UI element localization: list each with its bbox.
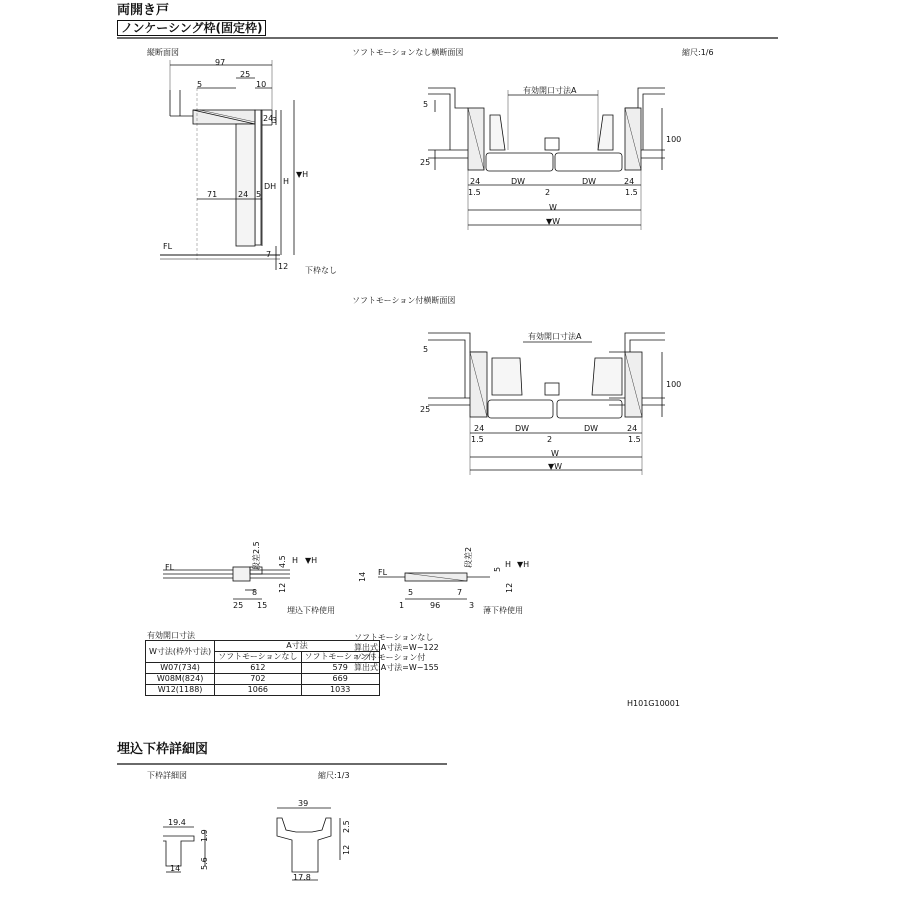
dim-24-vs: 24 <box>238 190 249 199</box>
dim-5-vs: 5 <box>197 80 203 89</box>
dim-5-p1: 5 <box>423 100 429 109</box>
dim-100-p1: 100 <box>666 135 682 144</box>
dim-12-bs: 12 <box>278 582 287 593</box>
table-cell: 612 <box>215 663 301 674</box>
dim-24-p1-right: 24 <box>624 177 635 186</box>
dim-25-vs: 25 <box>240 70 251 79</box>
step-2-label: 段差2 <box>464 546 473 568</box>
dim-vW-p1: ▼W <box>546 217 561 226</box>
dim-W-p1: W <box>549 203 557 212</box>
dim-8-bs: 8 <box>252 588 258 597</box>
table-cell: W07(734) <box>146 663 215 674</box>
dim-2-p1: 2 <box>545 188 551 197</box>
dim-vH-vs: ▼H <box>296 170 309 179</box>
dim-vH-ts: ▼H <box>517 560 530 569</box>
dim-24-p1-left: 24 <box>470 177 481 186</box>
table-header-soft: ソフトモーション付 <box>301 652 379 663</box>
vertical-section-label: 縦断面図 <box>147 48 179 57</box>
table-header-a: A寸法 <box>215 641 380 652</box>
dim-dw-p2-right: DW <box>584 424 599 433</box>
dim-1-5-p2-left: 1.5 <box>471 435 484 444</box>
table-row <box>146 674 380 685</box>
plan-soft-label: ソフトモーション付横断面図 <box>352 296 456 305</box>
dim-14-detail: 14 <box>170 864 181 873</box>
section2-title: 埋込下枠詳細図 <box>117 742 209 757</box>
table-header-no-soft: ソフトモーションなし <box>215 652 301 663</box>
dim-25-p1: 25 <box>420 158 431 167</box>
dim-97: 97 <box>215 58 226 67</box>
dim-2-5: 2.5 <box>342 820 351 833</box>
dim-DH: DH <box>264 182 277 191</box>
thin-sill-drawing <box>378 573 490 599</box>
dim-25-bs: 25 <box>233 601 244 610</box>
vertical-section-drawing <box>160 60 294 270</box>
dim-14-ts: 14 <box>358 571 367 582</box>
dim-5-ts-right: 5 <box>493 566 502 572</box>
table-cell: W08M(824) <box>146 674 215 685</box>
dim-5-vs-mid: 5 <box>256 190 262 199</box>
table-title: 有効開口寸法 <box>147 631 195 640</box>
dim-24-p2-right: 24 <box>627 424 638 433</box>
dim-4-5-bs: 4.5 <box>278 555 287 568</box>
dim-25-p2: 25 <box>420 405 431 414</box>
dim-1-5-p1-right: 1.5 <box>625 188 638 197</box>
dim-1-5-p2-right: 1.5 <box>628 435 641 444</box>
dim-H-vs: H <box>283 177 290 186</box>
dim-1-5-p1-left: 1.5 <box>468 188 481 197</box>
dim-96-ts: 96 <box>430 601 441 610</box>
dim-12-detail: 12 <box>342 844 351 855</box>
plan-no-soft-label: ソフトモーションなし横断面図 <box>352 48 464 57</box>
dim-17-8: 17.8 <box>293 873 311 882</box>
dim-H-bs: H <box>292 556 299 565</box>
table-cell: 1033 <box>301 685 379 696</box>
scale-top-label: 縮尺:1/6 <box>682 48 714 57</box>
dim-1-9: 1.9 <box>200 829 209 842</box>
dim-15-bs: 15 <box>257 601 268 610</box>
dim-2-p2: 2 <box>547 435 553 444</box>
scale-bottom-label: 縮尺:1/3 <box>318 771 350 780</box>
opening-a-label-2: 有効開口寸法A <box>528 332 582 341</box>
page-title: 両開き戸 <box>117 3 170 18</box>
dim-vW-p2: ▼W <box>548 462 563 471</box>
dim-7-ts: 7 <box>457 588 463 597</box>
dim-24-vs-top: 24 <box>263 114 274 123</box>
dim-12-ts: 12 <box>505 582 514 593</box>
dim-5-ts: 5 <box>408 588 414 597</box>
dim-39: 39 <box>298 799 309 808</box>
dim-7-vs: 7 <box>266 250 272 259</box>
dim-1-ts: 1 <box>399 601 405 610</box>
table-row <box>146 663 380 674</box>
formula-line-3: ソフトモーション付 <box>354 653 426 662</box>
dim-5-6: 5.6 <box>200 857 209 870</box>
dim-vH-bs: ▼H <box>305 556 318 565</box>
fl-label-bs: FL <box>165 563 175 572</box>
dim-100-p2: 100 <box>666 380 682 389</box>
drawing-code: H101G10001 <box>627 699 680 708</box>
dim-71: 71 <box>207 190 218 199</box>
formula-line-2: 算出式:A寸法=W−122 <box>354 643 439 652</box>
table-cell: 669 <box>301 674 379 685</box>
buried-sill-use-label: 埋込下枠使用 <box>287 606 335 615</box>
dim-24-p2-left: 24 <box>474 424 485 433</box>
plan-no-soft-drawing <box>428 88 665 230</box>
fl-label-ts: FL <box>378 568 388 577</box>
table-cell: W12(1188) <box>146 685 215 696</box>
thin-sill-use-label: 薄下枠使用 <box>483 606 523 615</box>
large-sill-profile <box>277 808 340 880</box>
dim-10-vs: 10 <box>256 80 267 89</box>
opening-a-label-1: 有効開口寸法A <box>523 86 577 95</box>
dim-W-p2: W <box>551 449 559 458</box>
table-cell: 702 <box>215 674 301 685</box>
sill-detail-label: 下枠詳細図 <box>147 771 187 780</box>
dim-5-p2: 5 <box>423 345 429 354</box>
dim-dw-p1-left: DW <box>511 177 526 186</box>
fl-label-vs: FL <box>163 242 173 251</box>
dim-3-ts: 3 <box>469 601 475 610</box>
dim-3-vs: 3 <box>272 116 278 125</box>
table-header-w: W寸法(枠外寸法) <box>146 641 215 663</box>
formula-line-1: ソフトモーションなし <box>354 633 434 642</box>
table-cell: 579 <box>301 663 379 674</box>
formula-line-4: 算出式:A寸法=W−155 <box>354 663 439 672</box>
dim-12-vs: 12 <box>278 262 289 271</box>
dim-19-4: 19.4 <box>168 818 186 827</box>
buried-sill-drawing <box>163 567 290 599</box>
no-sill-label: 下枠なし <box>305 266 337 275</box>
dim-H-ts: H <box>505 560 512 569</box>
plan-soft-drawing <box>428 333 665 475</box>
dim-dw-p2-left: DW <box>515 424 530 433</box>
table-cell: 1066 <box>215 685 301 696</box>
dim-dw-p1-right: DW <box>582 177 597 186</box>
table-row <box>146 685 380 696</box>
opening-table <box>145 640 380 696</box>
step-2-5-label: 段差2.5 <box>252 541 261 570</box>
page-subtitle: ノンケーシング枠(固定枠) <box>117 20 266 36</box>
